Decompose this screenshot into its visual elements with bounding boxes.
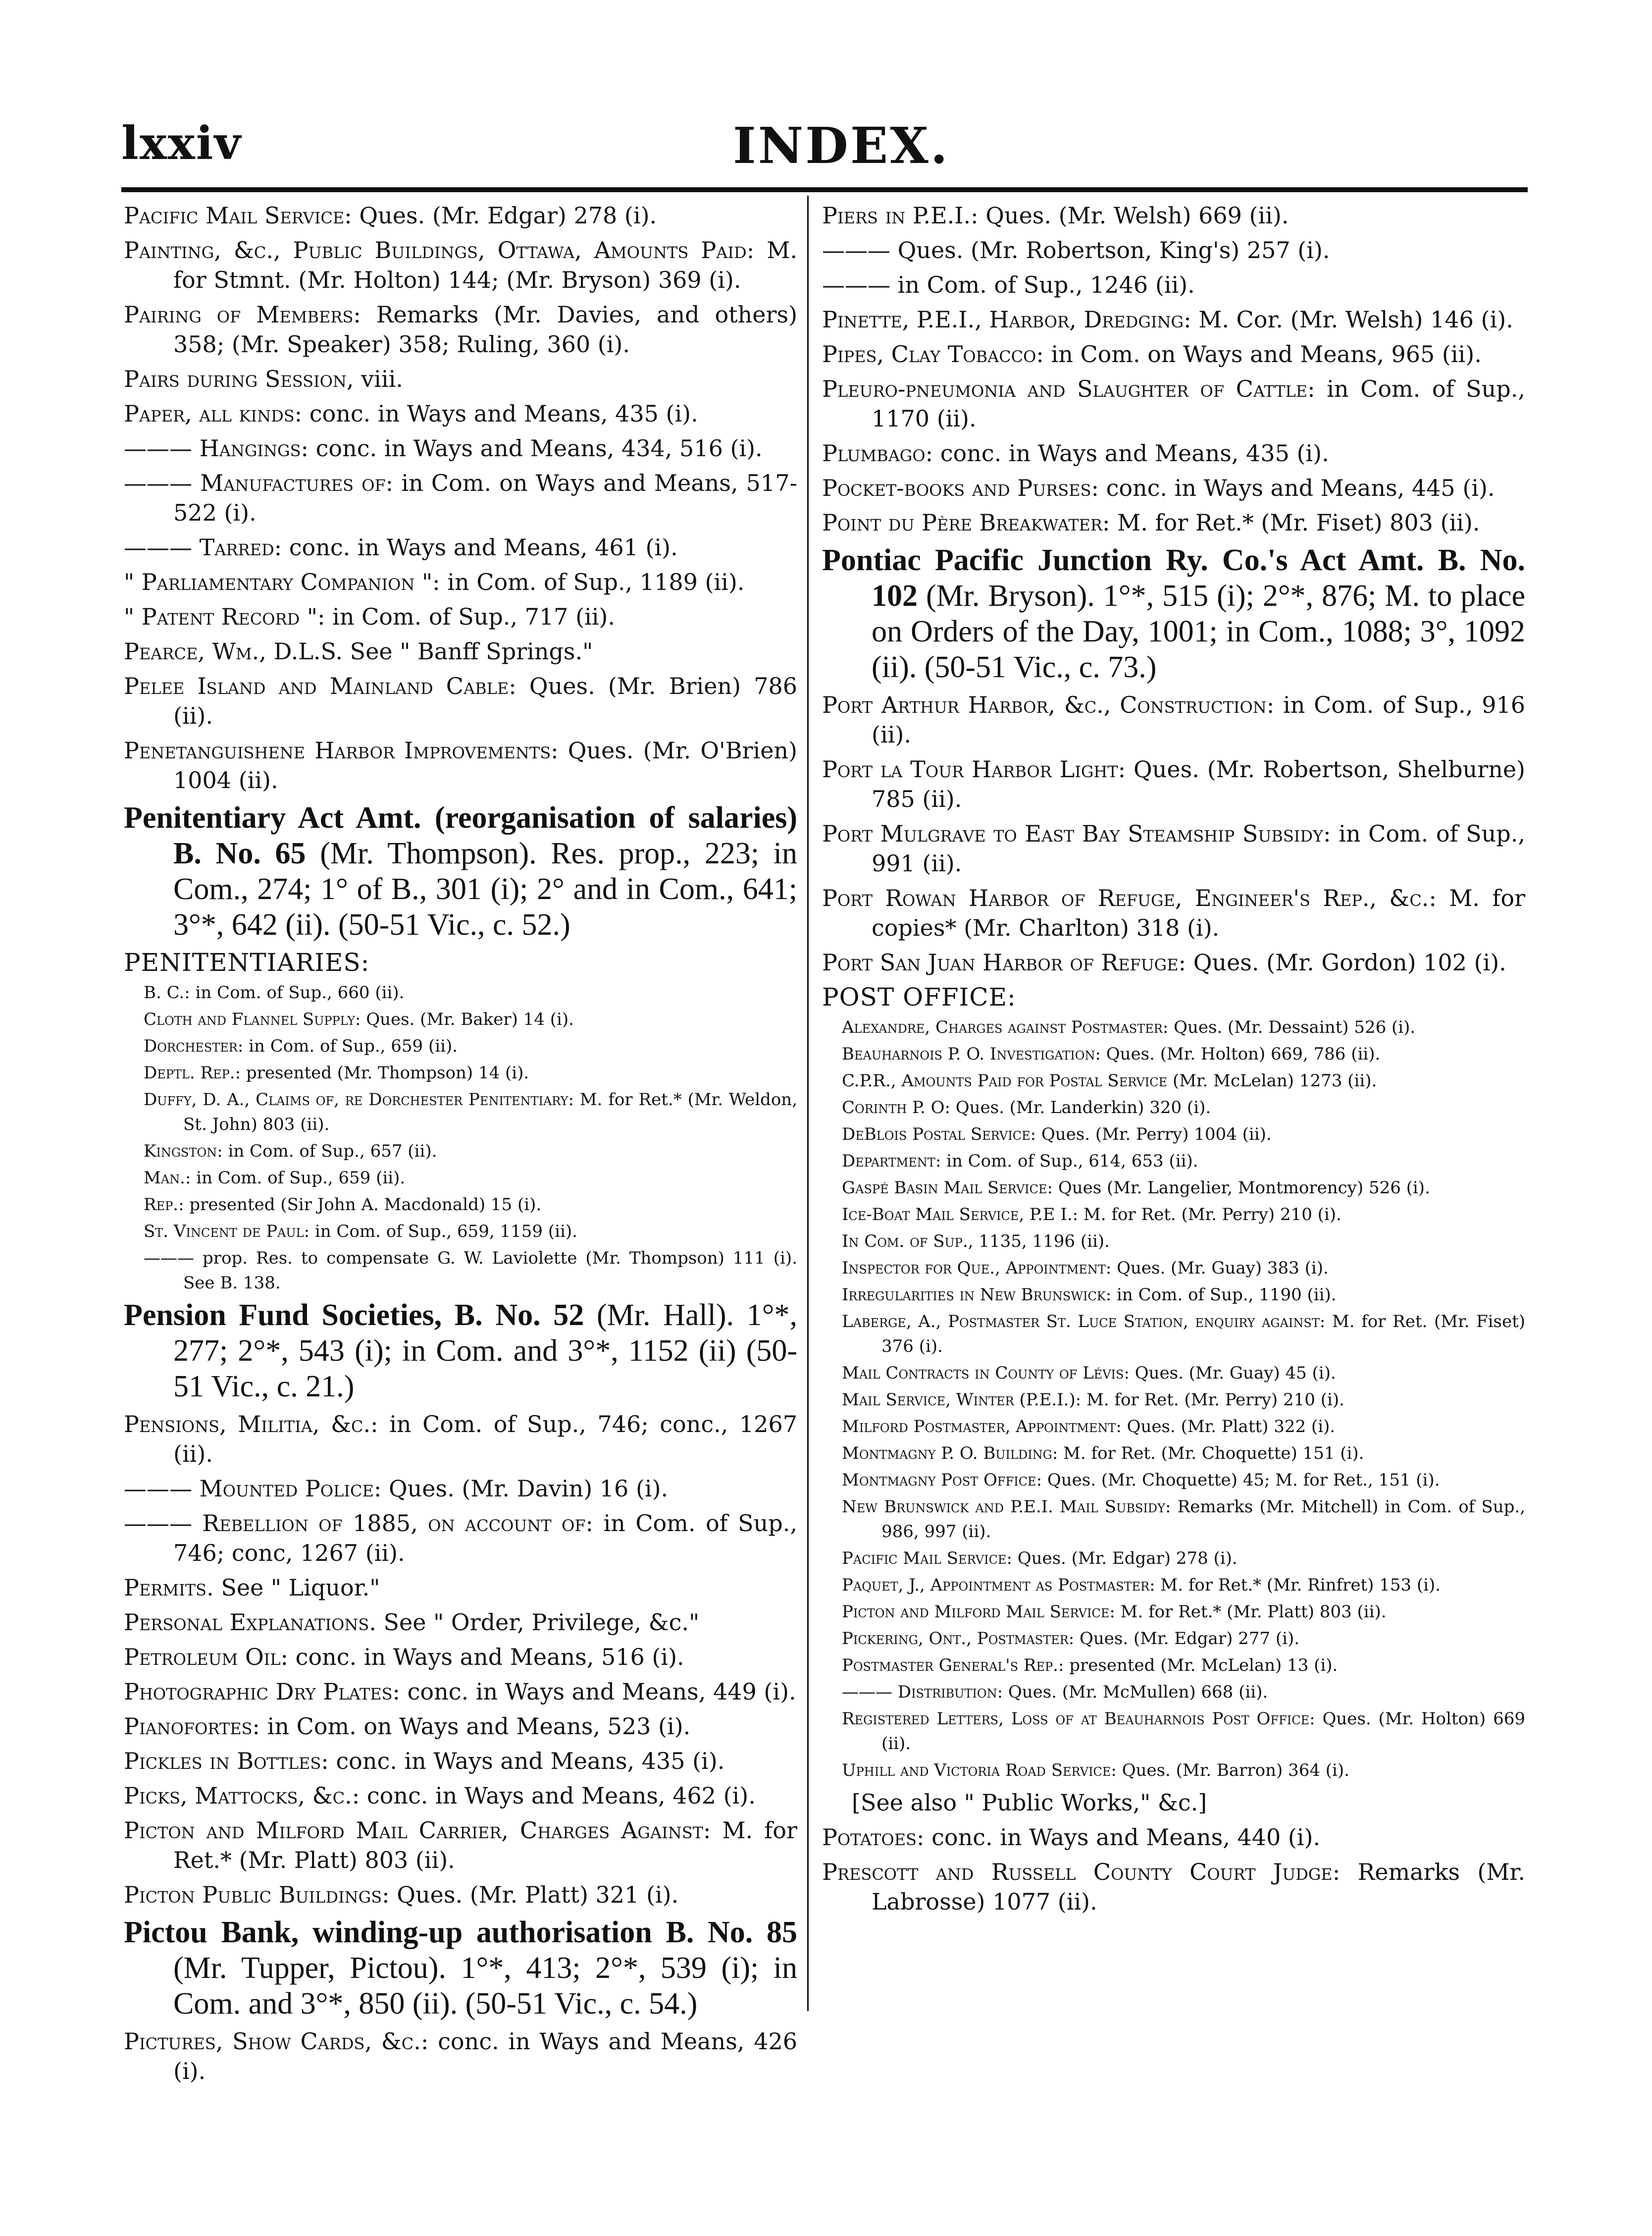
entry-heading: Cloth and Flannel Supply: bbox=[144, 1010, 361, 1029]
index-entry bbox=[124, 1474, 797, 1503]
index-entry bbox=[822, 201, 1525, 230]
entry-text: M. for Ret. (Mr. Perry) 210 (i). bbox=[1078, 1205, 1342, 1224]
entry-heading: ——— bbox=[144, 1248, 194, 1268]
index-entry bbox=[124, 800, 797, 943]
index-entry bbox=[124, 980, 797, 1005]
entry-text: M. for Ret.* (Mr. Weldon, St. John) 803 (ii). bbox=[183, 1090, 798, 1134]
entry-heading: Pelee Island and Mainland Cable: bbox=[124, 673, 516, 699]
index-entry bbox=[822, 1042, 1525, 1066]
entry-text: (Mr. McLelan) 1273 (ii). bbox=[1167, 1071, 1377, 1091]
entry-text: Ques. (Mr. Brien) 786 (ii). bbox=[173, 673, 798, 729]
index-entry bbox=[124, 1880, 797, 1910]
index-entry bbox=[822, 270, 1525, 300]
entry-heading: Pictou Bank, winding-up authorisation B. No. 85 bbox=[124, 1916, 797, 1949]
index-entry bbox=[822, 1068, 1525, 1093]
index-entry bbox=[822, 1441, 1525, 1466]
entry-heading: Pickering, Ont., Postmaster: bbox=[842, 1629, 1075, 1649]
entry-heading: ——— Hangings: bbox=[124, 435, 309, 462]
index-entry bbox=[124, 1087, 797, 1137]
entry-heading: Picton and Milford Mail Service: bbox=[842, 1602, 1115, 1622]
entry-heading: Duffy, D. A., Claims of, re Dorchester Penitentiary: bbox=[144, 1090, 574, 1110]
index-entry bbox=[822, 1414, 1525, 1439]
entry-text: in Com. of Sup., 1189 (ii). bbox=[440, 569, 745, 595]
entry-text: Ques. (Mr. McMullen) 668 (ii). bbox=[1003, 1682, 1268, 1702]
entry-heading: Mail Contracts in County of Lévis: bbox=[842, 1363, 1130, 1383]
index-entry bbox=[822, 1758, 1525, 1783]
entry-heading: Alexandre, Charges against Postmaster: bbox=[842, 1017, 1169, 1037]
entry-heading: Pipes, Clay Tobacco: bbox=[822, 341, 1044, 368]
entry-heading: Montmagny P. O. Building: bbox=[842, 1443, 1058, 1463]
entry-heading: Port Rowan Harbor of Refuge, Engineer's Rep., &c.: bbox=[822, 885, 1437, 911]
entry-text: Ques. (Mr. Davin) 16 (i). bbox=[381, 1475, 669, 1502]
entry-text: in Com. of Sup., 746; conc., 1267 (ii). bbox=[173, 1411, 797, 1467]
index-entry bbox=[124, 1607, 797, 1637]
entry-heading: Kingston: bbox=[144, 1141, 223, 1161]
post-office-heading: POST OFFICE: bbox=[822, 983, 1016, 1012]
entry-text: Ques. (Mr. Edgar) 277 (i). bbox=[1074, 1629, 1300, 1649]
index-entry bbox=[822, 754, 1525, 814]
entry-text: in Com. of Sup., 1246 (ii). bbox=[890, 271, 1195, 298]
column-divider bbox=[807, 196, 809, 2011]
entry-text: Ques. (Mr. Platt) 321 (i). bbox=[389, 1881, 679, 1908]
entry-heading: Plumbago: bbox=[822, 440, 933, 467]
index-entry bbox=[124, 1192, 797, 1217]
index-entry bbox=[124, 602, 797, 632]
index-entry bbox=[822, 1626, 1525, 1651]
entry-text: Ques (Mr. Langelier, Montmorency) 526 (i). bbox=[1053, 1178, 1430, 1198]
index-entry bbox=[822, 1229, 1525, 1254]
entry-text: Ques. (Mr. Dessaint) 526 (i). bbox=[1168, 1017, 1416, 1037]
index-entry bbox=[822, 1680, 1525, 1704]
entry-heading: Irregularities in New Brunswick: bbox=[842, 1285, 1112, 1305]
entry-heading: ——— bbox=[822, 271, 890, 298]
entry-heading: Photographic Dry Plates: bbox=[124, 1678, 401, 1705]
entry-heading: Paper, all kinds: bbox=[124, 400, 303, 427]
index-entry bbox=[124, 468, 797, 528]
entry-text: Remarks (Mr. Davies, and others) 358; (Mr. Speaker) 358; Ruling, 360 (i). bbox=[173, 301, 798, 358]
entry-text: M. for Ret.* (Mr. Fiset) 803 (ii). bbox=[1110, 509, 1480, 536]
entry-heading: Pension Fund Societies, B. No. 52 bbox=[124, 1298, 584, 1332]
index-entry bbox=[822, 819, 1525, 878]
entry-text: M. for Ret.* (Mr. Platt) 803 (ii). bbox=[1115, 1602, 1387, 1622]
index-entry bbox=[822, 1202, 1525, 1227]
entry-heading: Corinth P. O: bbox=[842, 1098, 950, 1118]
index-entry bbox=[124, 1573, 797, 1602]
index-entry bbox=[822, 1122, 1525, 1147]
index-entry bbox=[822, 1387, 1525, 1412]
index-entry bbox=[124, 364, 797, 394]
index-entry bbox=[124, 1815, 797, 1875]
entry-heading: Deptl. Rep.: bbox=[144, 1063, 241, 1083]
index-entry bbox=[124, 1166, 797, 1190]
index-entry bbox=[822, 438, 1525, 468]
index-entry bbox=[822, 1309, 1525, 1359]
entry-text: Ques. (Mr. Holton) 669, 786 (ii). bbox=[1100, 1044, 1381, 1064]
index-entry bbox=[124, 1007, 797, 1032]
entry-text: Ques. (Mr. Guay) 45 (i). bbox=[1129, 1363, 1336, 1383]
page-number: lxxiv bbox=[121, 116, 242, 170]
entry-text: Ques. (Mr. Welsh) 669 (ii). bbox=[978, 202, 1289, 229]
entry-heading: Pacific Mail Service: bbox=[842, 1548, 1012, 1568]
index-entry bbox=[822, 1256, 1525, 1280]
entry-heading: Pensions, Militia, &c.: bbox=[124, 1411, 378, 1437]
index-entry bbox=[822, 235, 1525, 265]
index-entry bbox=[124, 1915, 797, 2022]
entry-heading: Piers in P.E.I.: bbox=[822, 202, 979, 229]
entry-heading: Potatoes: bbox=[822, 1824, 925, 1851]
entry-text: conc. in Ways and Means, 435 (i). bbox=[302, 400, 698, 427]
entry-text: presented (Sir John A. Macdonald) 15 (i). bbox=[184, 1195, 542, 1215]
index-entry bbox=[124, 567, 797, 597]
entry-text: in Com. of Sup., 660 (ii). bbox=[190, 983, 405, 1003]
entry-heading: Petroleum Oil: bbox=[124, 1644, 289, 1670]
entry-heading: DeBlois Postal Service: bbox=[842, 1124, 1036, 1144]
index-entry bbox=[822, 473, 1525, 503]
entry-text: viii. bbox=[354, 366, 403, 392]
index-entry bbox=[124, 1711, 797, 1741]
index-entry bbox=[124, 1642, 797, 1672]
entry-text: conc. in Ways and Means, 462 (i). bbox=[360, 1782, 756, 1809]
index-entry bbox=[822, 1149, 1525, 1173]
entry-text: Remarks (Mr. Mitchell) in Com. of Sup., 986, 997 (ii). bbox=[881, 1497, 1525, 1542]
entry-text: (Mr. Hall). 1°*, 277; 2°*, 543 (i); in Com. and 3°*, 1152 (ii) (50-51 Vic., c. 21.) bbox=[173, 1298, 798, 1403]
page-title: INDEX. bbox=[733, 116, 950, 175]
entry-text: Ques. (Mr. Perry) 1004 (ii). bbox=[1036, 1124, 1272, 1144]
entry-text: in Com. of Sup., 991 (ii). bbox=[872, 820, 1525, 877]
entry-text: in Com. of Sup., 614, 653 (ii). bbox=[941, 1151, 1198, 1171]
entry-text: (Mr. Thompson). Res. prop., 223; in Com., 274; 1° of B., 301 (i); 2° and in Com., 641; 3°*, 642 (ii). (50-51 Vic., c. 52.) bbox=[173, 837, 797, 942]
entry-text: M. for Ret. (Mr. Perry) 210 (i). bbox=[1081, 1390, 1344, 1410]
index-entry bbox=[124, 1034, 797, 1059]
entry-text: in Com. of Sup., 659 (ii). bbox=[191, 1168, 406, 1188]
index-entry bbox=[822, 1175, 1525, 1200]
entry-heading: Pianofortes: bbox=[124, 1713, 260, 1740]
index-entry bbox=[124, 201, 797, 230]
index-entry bbox=[822, 1822, 1525, 1852]
entry-heading: Pacific Mail Service: bbox=[124, 202, 352, 229]
entry-heading: Montmagny Post Office: bbox=[842, 1470, 1042, 1490]
entry-heading: Pleuro-pneumonia and Slaughter of Cattle: bbox=[822, 375, 1315, 402]
entry-text: conc. in Ways and Means, 445 (i). bbox=[1098, 475, 1495, 501]
entry-text: Ques. (Mr. Gordon) 102 (i). bbox=[1186, 949, 1506, 976]
index-entry bbox=[124, 399, 797, 428]
index-entry bbox=[124, 1139, 797, 1164]
entry-text: See " Liquor." bbox=[213, 1574, 380, 1601]
entry-heading: Personal Explanations. bbox=[124, 1609, 376, 1636]
see-also-note: [See also " Public Works," &c.] bbox=[852, 1789, 1207, 1816]
entry-heading: Mail Service, Winter (P.E.I.): bbox=[842, 1390, 1082, 1410]
entry-text: See " Order, Privilege, &c." bbox=[376, 1609, 700, 1636]
entry-heading: In Com. of Sup., bbox=[842, 1231, 974, 1251]
index-entry bbox=[124, 300, 797, 359]
entry-text: conc. in Ways and Means, 426 (i). bbox=[173, 2028, 797, 2084]
index-entry bbox=[124, 1746, 797, 1776]
entry-heading: Pairing of Members: bbox=[124, 301, 361, 328]
entry-text: in Com. of Sup., 657 (ii). bbox=[222, 1141, 437, 1161]
index-entry bbox=[124, 671, 797, 731]
entry-heading: ——— Distribution: bbox=[842, 1682, 1003, 1702]
entry-heading: Pictures, Show Cards, &c.: bbox=[124, 2028, 429, 2055]
index-entry bbox=[822, 1706, 1525, 1756]
entry-heading: ——— Manufactures of: bbox=[124, 470, 394, 496]
entry-text: in Com. of Sup., 659, 1159 (ii). bbox=[310, 1222, 577, 1241]
entry-text: in Com. of Sup., 659 (ii). bbox=[243, 1036, 458, 1056]
entry-heading: Postmaster General's Rep.: bbox=[842, 1655, 1064, 1675]
index-entry bbox=[124, 433, 797, 463]
entry-text: Ques. (Mr. Robertson, Shelburne) 785 (ii). bbox=[872, 756, 1525, 812]
entry-text: in Com. on Ways and Means, 965 (ii). bbox=[1043, 341, 1482, 368]
index-entry bbox=[822, 1857, 1525, 1917]
entry-heading: Port la Tour Harbor Light: bbox=[822, 756, 1126, 783]
entry-text: conc. in Ways and Means, 435 (i). bbox=[328, 1748, 725, 1774]
index-entry bbox=[822, 1599, 1525, 1624]
entry-heading: Point du Père Breakwater: bbox=[822, 509, 1110, 536]
entry-text: in Com. of Sup., 916 (ii). bbox=[872, 692, 1525, 748]
index-entry bbox=[124, 736, 797, 795]
index-entry bbox=[822, 690, 1525, 749]
index-entry bbox=[124, 1677, 797, 1706]
index-entry bbox=[124, 2026, 797, 2086]
entry-heading: Picton and Milford Mail Carrier, Charges Against: bbox=[124, 1817, 711, 1844]
entry-text: See " Banff Springs." bbox=[343, 638, 593, 665]
entry-heading: Picks, Mattocks, &c.: bbox=[124, 1782, 360, 1809]
entry-text: M. for Ret. (Mr. Fiset) 376 (i). bbox=[881, 1312, 1525, 1356]
index-entry bbox=[822, 305, 1525, 334]
entry-heading: Laberge, A., Postmaster St. Luce Station, enquiry against: bbox=[842, 1312, 1326, 1331]
entry-text: conc. in Ways and Means, 461 (i). bbox=[282, 534, 678, 561]
index-entry bbox=[822, 1468, 1525, 1492]
right-column bbox=[822, 201, 1525, 1921]
entry-text: in Com. of Sup., 746; conc, 1267 (ii). bbox=[173, 1510, 797, 1566]
entry-heading: Inspector for Que., Appointment: bbox=[842, 1258, 1112, 1278]
entry-heading: Picton Public Buildings: bbox=[124, 1881, 390, 1908]
index-entry bbox=[124, 1061, 797, 1085]
entry-heading: " Parliamentary Companion ": bbox=[124, 569, 440, 595]
entry-heading: New Brunswick and P.E.I. Mail Subsidy: bbox=[842, 1497, 1171, 1517]
entry-heading: Paquet, J., Appointment as Postmaster: bbox=[842, 1575, 1155, 1595]
entry-text: M. for Ret.* (Mr. Platt) 803 (ii). bbox=[173, 1817, 797, 1873]
entry-heading: Ice-Boat Mail Service, P.E I.: bbox=[842, 1205, 1079, 1224]
entry-heading: Pearce, Wm., D.L.S. bbox=[124, 638, 343, 665]
index-entry bbox=[822, 1653, 1525, 1678]
entry-heading: Pocket-books and Purses: bbox=[822, 475, 1099, 501]
index-entry bbox=[822, 1573, 1525, 1597]
index-entry bbox=[822, 1546, 1525, 1571]
entry-heading: Uphill and Victoria Road Service: bbox=[842, 1760, 1117, 1780]
entry-heading: Pontiac Pacific Junction Ry. Co.'s Act Amt. B. No. 102 bbox=[822, 543, 1525, 613]
index-entry bbox=[124, 235, 797, 295]
entry-heading: ——— Tarred: bbox=[124, 534, 282, 561]
entry-text: Ques. (Mr. Edgar) 278 (i). bbox=[352, 202, 657, 229]
entry-heading: Port Arthur Harbor, &c., Construction: bbox=[822, 692, 1275, 718]
entry-heading: Prescott and Russell County Court Judge: bbox=[822, 1859, 1341, 1885]
entry-text: Ques. (Mr. Platt) 322 (i). bbox=[1121, 1417, 1336, 1437]
index-entry bbox=[822, 1361, 1525, 1385]
entry-heading: Man.: bbox=[144, 1168, 191, 1188]
entry-text: Ques. (Mr. Barron) 364 (i). bbox=[1116, 1760, 1349, 1780]
index-entry bbox=[124, 1297, 797, 1404]
entry-heading: Permits. bbox=[124, 1574, 214, 1601]
entry-text: in Com. on Ways and Means, 517-522 (i). bbox=[173, 470, 798, 526]
entry-heading: Beauharnois P. O. Investigation: bbox=[842, 1044, 1101, 1064]
entry-text: M. for copies* (Mr. Charlton) 318 (i). bbox=[872, 885, 1525, 941]
entry-heading: Dorchester: bbox=[144, 1036, 244, 1056]
index-entry bbox=[822, 339, 1525, 369]
entry-text: M. for Stmnt. (Mr. Holton) 144; (Mr. Bryson) 369 (i). bbox=[173, 237, 797, 293]
entry-text: in Com. of Sup., 1170 (ii). bbox=[872, 375, 1525, 432]
entry-text: M. for Ret. (Mr. Choquette) 151 (i). bbox=[1058, 1443, 1364, 1463]
left-column bbox=[124, 201, 797, 2091]
entry-heading: ——— Rebellion of 1885, on account of: bbox=[124, 1510, 594, 1537]
entry-text: conc. in Ways and Means, 516 (i). bbox=[288, 1644, 684, 1670]
entry-heading: Department: bbox=[842, 1151, 941, 1171]
entry-text: (Mr. Bryson). 1°*, 515 (i); 2°*, 876; M. to place on Orders of the Day, 1001; in Com., 1088; 3°, 1092 (ii). (50-51 Vic., c. 73.) bbox=[872, 579, 1525, 684]
entry-heading: Port San Juan Harbor of Refuge: bbox=[822, 949, 1187, 976]
entry-text: M. for Ret.* (Mr. Rinfret) 153 (i). bbox=[1155, 1575, 1441, 1595]
entry-heading: ——— bbox=[822, 237, 890, 264]
index-entry bbox=[124, 1409, 797, 1469]
entry-text: presented (Mr. Thompson) 14 (i). bbox=[241, 1063, 529, 1083]
entry-heading: St. Vincent de Paul: bbox=[144, 1222, 310, 1241]
entry-heading: Milford Postmaster, Appointment: bbox=[842, 1417, 1122, 1437]
entry-text: Ques. (Mr. Landerkin) 320 (i). bbox=[950, 1098, 1211, 1118]
entry-text: Ques. (Mr. Edgar) 278 (i). bbox=[1012, 1548, 1238, 1568]
entry-text: Remarks (Mr. Labrosse) 1077 (ii). bbox=[872, 1859, 1525, 1915]
index-entry bbox=[822, 542, 1525, 685]
index-entry bbox=[822, 374, 1525, 433]
entry-heading: Penetanguishene Harbor Improvements: bbox=[124, 737, 559, 764]
entry-text: Ques. (Mr. Robertson, King's) 257 (i). bbox=[890, 237, 1330, 264]
index-entry bbox=[822, 1494, 1525, 1544]
entry-heading: Rep.: bbox=[144, 1195, 184, 1215]
entry-heading: Painting, &c., Public Buildings, Ottawa, Amounts Paid: bbox=[124, 237, 755, 264]
entry-heading: Pinette, P.E.I., Harbor, Dredging: bbox=[822, 306, 1191, 333]
entry-heading: " Patent Record ": bbox=[124, 603, 325, 630]
index-entry bbox=[124, 1219, 797, 1244]
entry-text: Ques. (Mr. Baker) 14 (i). bbox=[361, 1010, 574, 1029]
entry-heading: Gaspé Basin Mail Service: bbox=[842, 1178, 1053, 1198]
entry-text: Ques. (Mr. Holton) 669 (ii). bbox=[881, 1709, 1526, 1754]
entry-text: (Mr. Tupper, Pictou). 1°*, 413; 2°*, 539 (i); in Com. and 3°*, 850 (ii). (50-51 Vic., c. 54.) bbox=[173, 1951, 797, 2021]
entry-heading: Pickles in Bottles: bbox=[124, 1748, 329, 1774]
entry-heading: Port Mulgrave to East Bay Steamship Subsidy: bbox=[822, 820, 1331, 847]
entry-heading: ——— Mounted Police: bbox=[124, 1475, 382, 1502]
index-entry bbox=[124, 1781, 797, 1810]
index-entry bbox=[822, 1095, 1525, 1120]
entry-heading: Registered Letters, Loss of at Beauharnois Post Office: bbox=[842, 1709, 1315, 1729]
index-entry bbox=[124, 637, 797, 666]
index-entry bbox=[124, 1508, 797, 1568]
entry-text: conc. in Ways and Means, 434, 516 (i). bbox=[309, 435, 763, 462]
entry-heading: Penitentiary Act Amt. (reorganisation of salaries) B. No. 65 bbox=[124, 801, 797, 870]
entry-text: prop. Res. to compensate G. W. Laviolette (Mr. Thompson) 111 (i). See B. 138. bbox=[183, 1248, 797, 1293]
index-entry bbox=[124, 1246, 797, 1295]
entry-text: in Com. of Sup., 1190 (ii). bbox=[1111, 1285, 1337, 1305]
index-entry bbox=[822, 948, 1525, 977]
entry-text: conc. in Ways and Means, 449 (i). bbox=[400, 1678, 796, 1705]
entry-text: Ques. (Mr. O'Brien) 1004 (ii). bbox=[173, 737, 797, 794]
index-entry bbox=[822, 883, 1525, 943]
entry-text: in Com. of Sup., 717 (ii). bbox=[325, 603, 616, 630]
entry-text: presented (Mr. McLelan) 13 (i). bbox=[1064, 1655, 1338, 1675]
index-entry bbox=[822, 1282, 1525, 1307]
entry-text: Ques. (Mr. Choquette) 45; M. for Ret., 151 (i). bbox=[1042, 1470, 1440, 1490]
header-rule bbox=[121, 187, 1528, 192]
entry-heading: C.P.R., Amounts Paid for Postal Service bbox=[842, 1071, 1168, 1091]
entry-text: conc. in Ways and Means, 440 (i). bbox=[924, 1824, 1321, 1851]
entry-text: 1135, 1196 (ii). bbox=[973, 1231, 1110, 1251]
index-entry bbox=[822, 1015, 1525, 1040]
entry-text: in Com. on Ways and Means, 523 (i). bbox=[260, 1713, 691, 1740]
entry-heading: B. C.: bbox=[144, 983, 190, 1003]
index-entry bbox=[822, 508, 1525, 537]
index-entry bbox=[124, 532, 797, 562]
entry-text: conc. in Ways and Means, 435 (i). bbox=[933, 440, 1329, 467]
entry-text: M. Cor. (Mr. Welsh) 146 (i). bbox=[1191, 306, 1513, 333]
entry-text: Ques. (Mr. Guay) 383 (i). bbox=[1111, 1258, 1329, 1278]
entry-heading: Pairs during Session, bbox=[124, 366, 354, 392]
penitentiaries-heading: PENITENTIARIES: bbox=[124, 948, 370, 977]
